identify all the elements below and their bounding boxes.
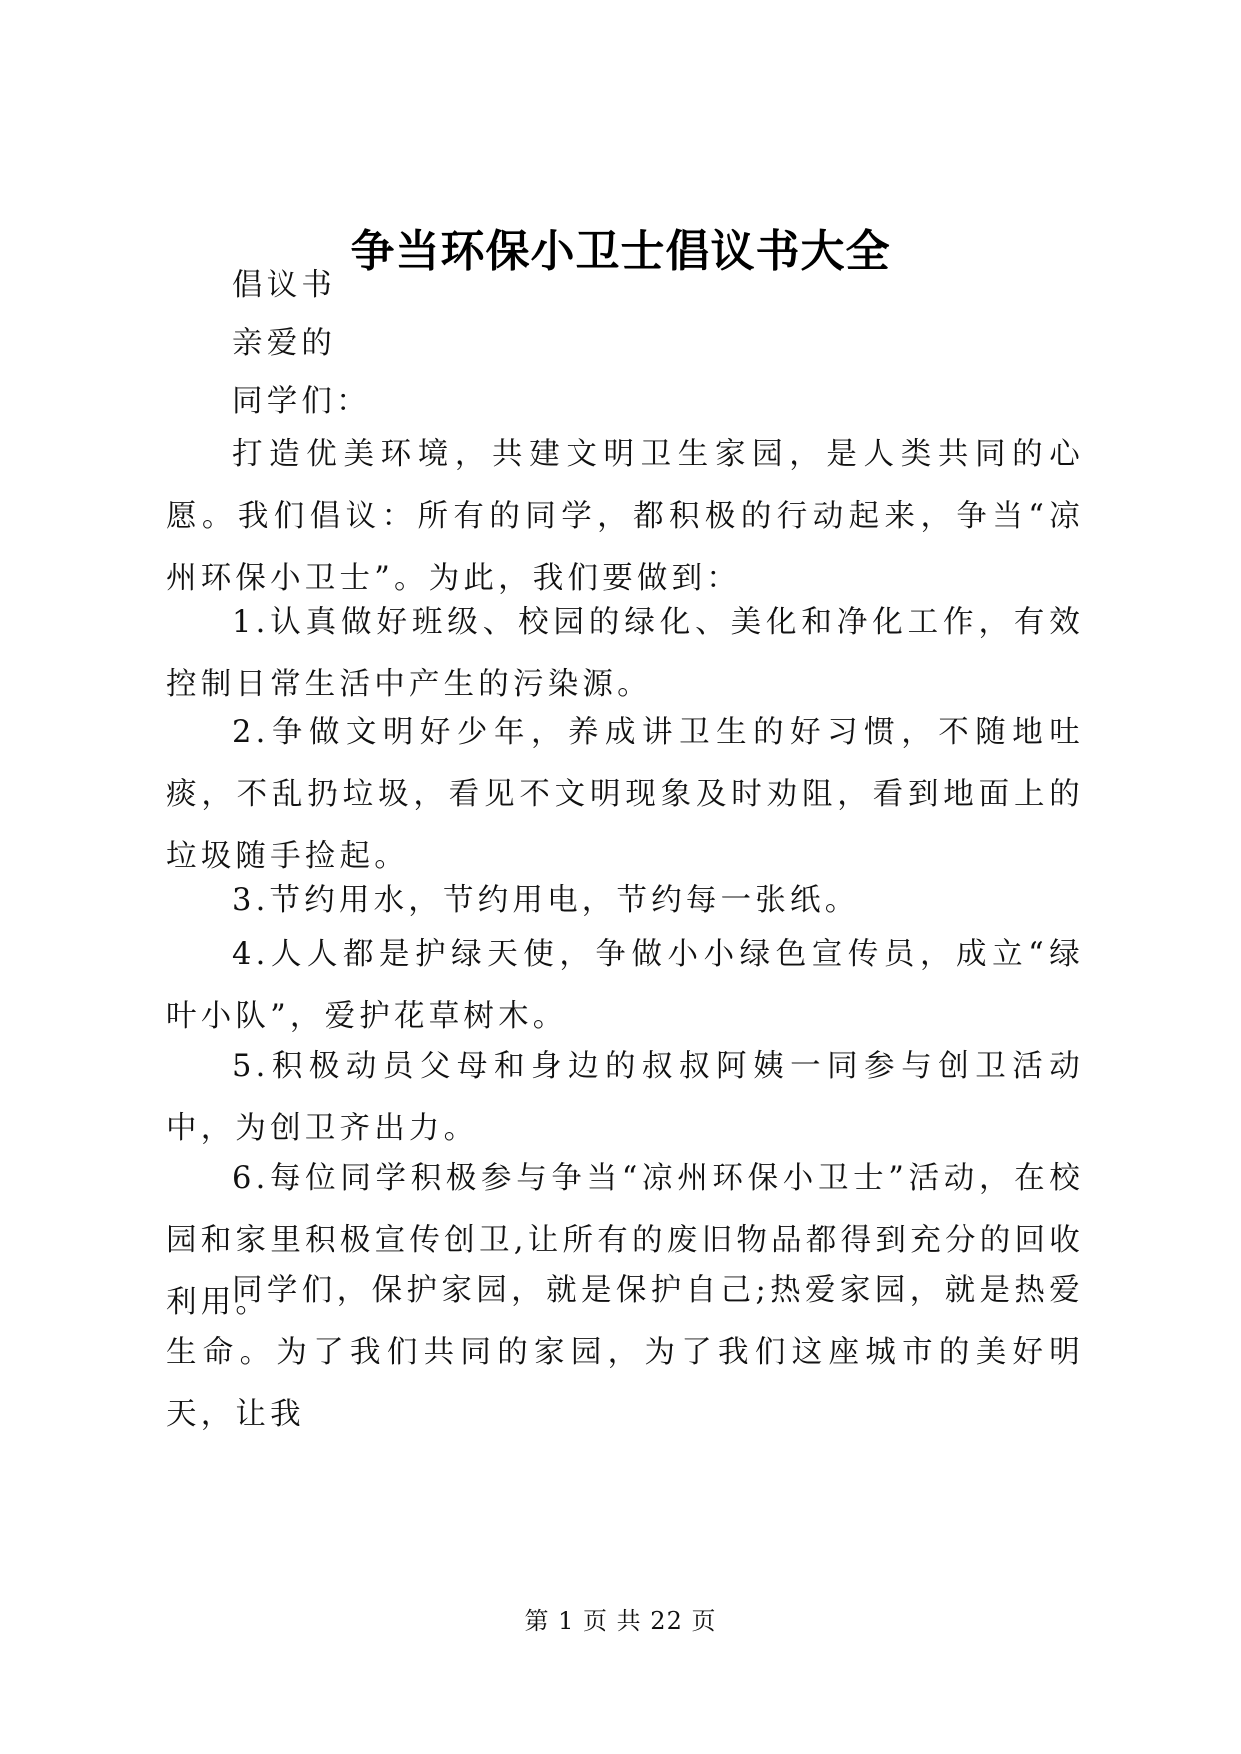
paragraph-item-2: 2.争做文明好少年，养成讲卫生的好习惯，不随地吐痰，不乱扔垃圾，看见不文明现象及时劝阻，看到地面上的垃圾随手捡起。 <box>166 715 1084 874</box>
paragraph-closing: 同学们，保护家园，就是保护自己;热爱家园，就是热爱生命。为了我们共同的家园，为了我们这座城市的美好明天，让我 <box>166 1273 1084 1432</box>
paragraph-item-6: 6.每位同学积极参与争当“凉州环保小卫士”活动，在校园和家里积极宣传创卫,让所有的废旧物品都得到充分的回收利用。 <box>166 1161 1084 1320</box>
paragraph-item-3: 3.节约用水，节约用电，节约每一张纸。 <box>232 883 860 918</box>
heading-line-proposal: 倡议书 <box>232 268 337 303</box>
paragraph-item-4: 4.人人都是护绿天使，争做小小绿色宣传员，成立“绿叶小队”，爱护花草树木。 <box>166 937 1084 1034</box>
paragraph-intro: 打造优美环境，共建文明卫生家园，是人类共同的心愿。我们倡议：所有的同学，都积极的行动起来，争当“凉州环保小卫士”。为此，我们要做到： <box>166 437 1084 596</box>
heading-line-classmates: 同学们： <box>232 384 371 419</box>
page-footer: 第 1 页 共 22 页 <box>524 1607 717 1635</box>
paragraph-item-5: 5.积极动员父母和身边的叔叔阿姨一同参与创卫活动中，为创卫齐出力。 <box>166 1049 1084 1146</box>
paragraph-item-1: 1.认真做好班级、校园的绿化、美化和净化工作，有效控制日常生活中产生的污染源。 <box>166 605 1084 702</box>
heading-line-dear: 亲爱的 <box>232 326 337 361</box>
document-title: 争当环保小卫士倡议书大全 <box>350 226 891 277</box>
